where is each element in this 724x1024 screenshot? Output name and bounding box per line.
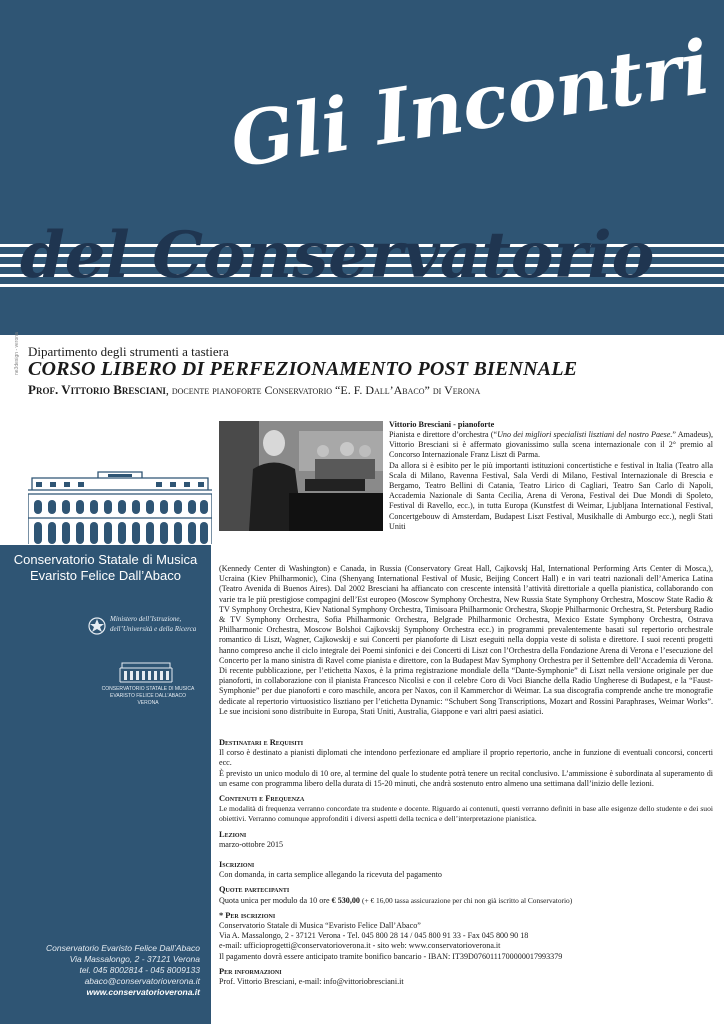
department: Dipartimento degli strumenti a tastiera (28, 344, 229, 359)
contents-text: Le modalità di frequenza verranno concordate tra studente e docente. Riguardo ai contenuti, questi verranno definiti in base alle esigenze dello studente e dei suoi obiettivi. Verranno comunque approfonditi i diversi aspetti della tecnica e dell’interpretazione pianistica. (219, 804, 713, 824)
requirements-text-1: Il corso è destinato a pianisti diplomati che intendono perfezionare ed ampliare il proprio repertorio, anche in funzione di eventuali concorsi, concerti ecc. (219, 748, 713, 768)
registration-line-3: e-mail: ufficioprogetti@conservatorioverona.it - sito web: www.conservatorioverona.it (219, 941, 501, 951)
lessons-heading: Lezioni (219, 829, 247, 839)
poster-header (0, 0, 724, 335)
sidebar-address: Conservatorio Evaristo Felice Dall’Abaco Via Massalongo, 2 - 37121 Verona tel. 045 8002814 - 045 8009133 abaco@conservatorioverona.it www.conservatorioverona.it (45, 943, 200, 997)
bio-text-top: Pianista e direttore d’orchestra (“Uno dei migliori specialisti lisztiani del nostro Paese.” Amadeus), Vittorio Bresciani si è affermato giovanissimo sulla scena internazionale con il 2° premio al Concorso Internazionale Franz Liszt di Parma. Da allora si è esibito per le più importanti istituzioni concertistiche e festival in Italia (Teatro alla Scala di Milano, Ravenna Festival, Sala Verdi di Milano, Festival Internazionale di Brescia e Bergamo, Teatro Bellini di Catania, Teatro Lirico di Cagliari, Teatro San Carlo di Napoli, Accademia Nazionale di Santa Cecilia, Arena di Verona, Festival dei Due Mondi di Spoleto, Festival di Ravello, ecc.), in tutta Europa (Kunstfest di Weimar, Ljubljana International Festival, Concertgebouw di Amsterdam, Budapest Liszt Festival, Musikhalle di Amburgo ecc.), negli Stati Uniti (389, 430, 713, 531)
course-details (219, 738, 713, 987)
requirements-heading: Destinatari e Requisiti (219, 738, 304, 747)
info-text: Prof. Vittorio Bresciani, e-mail: info@vittoriobresciani.it (219, 977, 404, 987)
institution-name-line1: Conservatorio Statale di Musica (13, 552, 198, 567)
bio-text-full: (Kennedy Center di Washington) e Canada, in Russia (Conservatory Great Hall, Cajkovskj Hal, International Performing Arts Center di Mosca,), Ucraina (Kiev Philharmonic), Cina (Shenyang International Festival of Music, Beijing Concert Hall) e in vari teatri nazionali dell’America Latina (Teatro Avenida di Buenos Aires). Dal 2002 Bresciani ha affiancato con crescente intensità l’attività direttoriale a quella pianistica, collaborando con varie tra le più prestigiose compagini dell’Est europeo (Moscow Symphony Orchestra, New Russia State Symphony Orchestra, Moscow State Radio & TV Symphony Orchestra, Kiev National Symphony Orchestra, Timisoara Philharmonic Orchestra, Skopje Philharmonic Orchestra, St. Petersburg Radio & TV Symphony Orchestra, Sofia Philharmonic Orchestra, Belgrade Philharmonic Orchestra, Mexico Estate Symphony Orchestra, Ostrava Philharmonic Orchestra, Moscow Bolshoi Cajkovskij Symphony Orchestra ecc.) in programmi prevalentemente basati sul repertorio orchestrale romantico di Liszt, Wagner, Cajkowskij e sui Concerti per pianoforte di Liszt eseguiti nella doppia veste di solista e direttore. I suoi recenti progetti hanno compreso anche il ciclo integrale dei Poemi sinfonici e dei Concerti di Liszt con l’Orchestra della Fondazione Arena di Verona e l’esecuzione del Concerto per la mano sinistra di Ravel come pianista e direttore, con la Budapest Mav Symphony Orchestra per il Settembre dell’Accademia di Verona. Di recente pubblicazione, per l’etichetta Naxos, è la prima registrazione mondiale della “Dante-Symphonie” di Liszt nella versione originale per due pianoforti, in collaborazione con il pianista Francesco Nicolisi e con il celebre Coro di Voci Bianche della Radio Ungherese di Budapest, e la “Faust-Symphonie” per due pianoforti e coro maschile, ancora per Naxos, con il Kammerchor di Weimar. La sua discografia comprende anche tre monografie dedicate al repertorio virtuosistico lisztiano per l’etichetta Dynamic: “Schubert Song Transcriptions, Mozart and Rossini Paraphrases, Weimar Works”. Le sue incisioni sono distribuite in Europa, Stati Uniti, Australia, Giappone e vari altri paesi asiatici. (219, 564, 713, 716)
info-heading: Per informazioni (219, 966, 282, 976)
professor-name: Prof. Vittorio Bresciani (28, 382, 166, 397)
design-credit: ne3design - verona (14, 332, 20, 375)
building-illustration (28, 470, 212, 544)
bio-heading: Vittorio Bresciani - pianoforte (389, 420, 495, 429)
pianist-photo (219, 421, 383, 531)
institution-name-line2: Evaristo Felice Dall’Abaco (29, 568, 181, 583)
registration-line-1: Conservatorio Statale di Musica “Evaristo Felice Dall’Abaco” (219, 921, 421, 931)
conservatory-logo-text: CONSERVATORIO STATALE DI MUSICA EVARISTO FELICE DALL’ABACO VERONA (101, 686, 195, 706)
fees-text: Quota unica per modulo da 10 ore € 530,00 (+ € 16,00 tassa assicurazione per chi non già iscritto al Conservatorio) (219, 895, 573, 905)
republic-emblem-icon (87, 616, 107, 636)
title-script-line1: Gli Incontri (225, 24, 716, 185)
title-script-line2: del Conservatorio (20, 218, 655, 293)
contents-heading: Contenuti e Frequenza (219, 794, 305, 804)
enrollment-heading: Iscrizioni (219, 860, 255, 870)
ministry-text: Ministero dell’Istruzione, dell’Università e della Ricerca (110, 615, 197, 633)
fee-amount: € 530,00 (331, 895, 360, 905)
registration-line-4: Il pagamento dovrà essere anticipato tramite bonifico bancario - IBAN: IT39D0760111700000017993379 (219, 951, 563, 961)
fees-heading: Quote partecipanti (219, 885, 290, 895)
registration-line-2: Via A. Massalongo, 2 - 37121 Verona - Tel. 045 800 28 14 / 045 800 91 33 - Fax 045 800 90 18 (219, 931, 529, 941)
registration-heading: * Per iscrizioni (219, 910, 276, 920)
course-title: CORSO LIBERO DI PERFEZIONAMENTO POST BIENNALE (28, 358, 578, 380)
professor-line: Prof. Vittorio Bresciani, docente pianoforte Conservatorio “E. F. Dall’Abaco” di Verona (28, 382, 481, 397)
requirements-text-2: È previsto un unico modulo di 10 ore, al termine del quale lo studente potrà tenere un recital conclusivo. L’ammissione è subordinata al superamento di un esame con programma libero della durata di 15-20 minuti, che andrà sostenuto entro almeno una settimana dall’inizio delle lezioni. (219, 768, 713, 788)
lessons-text: marzo-ottobre 2015 (219, 839, 284, 849)
conservatory-logo-icon (118, 660, 174, 684)
enrollment-text: Con domanda, in carta semplice allegando la ricevuta del pagamento (219, 870, 442, 880)
